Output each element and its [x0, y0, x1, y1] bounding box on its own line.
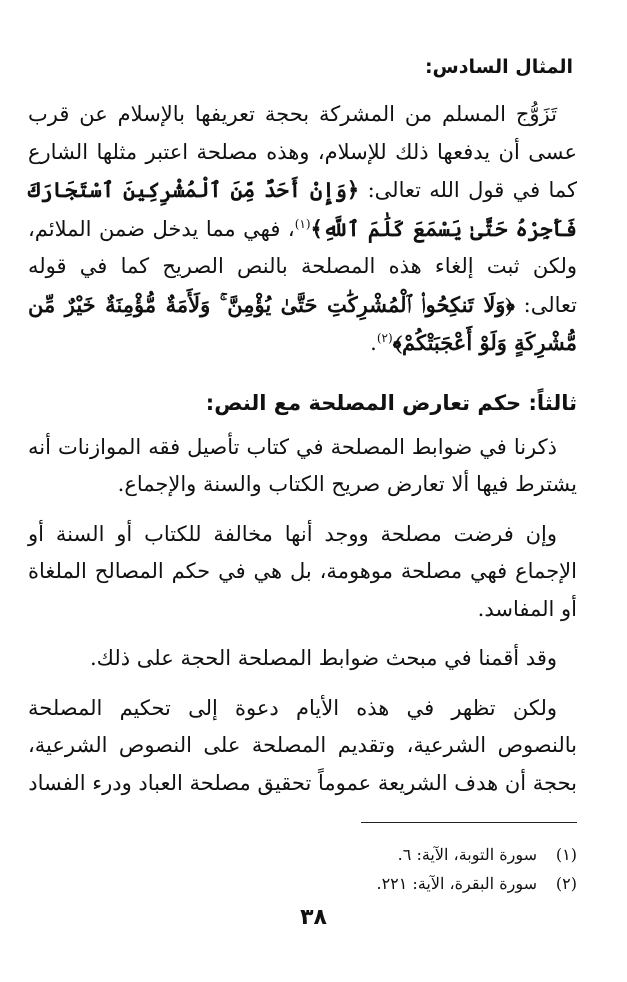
example-text-b: ، فهي مما يدخل ضمن الملائم، ولكن ثبت إلغاء هذه المصلحة بالنص الصريح كما في قوله تعالى: — [28, 216, 577, 317]
footnotes — [28, 840, 577, 898]
footnote-1 — [28, 840, 577, 869]
section-text-3: وقد أقمنا في مبحث ضوابط المصلحة الحجة على ذلك. — [89, 646, 557, 670]
footnote-text: سورة البقرة، الآية: ٢٢١. — [376, 874, 537, 893]
quran-verse-1: ﴿وَإِنْ أَحَدٌ مِّنَ ٱلْمُشْرِكِينَ ٱسْتَجَارَكَ فَأَجِرْهُ حَتَّىٰ يَسْمَعَ كَلَٰمَ ٱللَّهِ﴾ — [28, 177, 577, 241]
footnote-number: (٢) — [555, 874, 577, 893]
section-paragraph-1 — [28, 429, 577, 504]
section-paragraph-4 — [28, 690, 577, 803]
section-paragraph-3 — [28, 640, 577, 678]
footnote-ref-1[interactable]: (١) — [294, 216, 311, 231]
example-text-end: . — [370, 331, 377, 355]
quran-verse-2: ﴿وَلَا تَنكِحُوا۟ ٱلْمُشْرِكَٰتِ حَتَّىٰ يُؤْمِنَّ ۚ وَلَأَمَةٌ مُّؤْمِنَةٌ خَيْرٌ مِّن مُّشْرِكَةٍ وَلَوْ أَعْجَبَتْكُمْ﴾ — [28, 291, 577, 355]
page-number: ٣٨ — [300, 905, 327, 930]
example-text-a: تَزَوُّج المسلم من المشركة بحجة تعريفها بالإسلام عن قرب عسى أن يدفعها ذلك للإسلام، وهذه مصلحة اعتبر مثلها الشارع كما في قول الله تعالى: — [28, 102, 577, 202]
footnote-2 — [28, 869, 577, 898]
section-heading: ثالثاً: حكم تعارض المصلحة مع النص: — [205, 390, 577, 415]
footnote-text: سورة التوبة، الآية: ٦. — [397, 845, 537, 864]
example-heading: المثال السادس: — [424, 56, 573, 78]
section-text-4: ولكن تظهر في هذه الأيام دعوة إلى تحكيم المصلحة بالنصوص الشرعية، وتقديم المصلحة على النصوص الشرعية، بحجة أن هدف الشريعة عموماً تحقيق مصلحة العباد ودرء الفساد — [28, 695, 577, 795]
footnote-number: (١) — [555, 845, 577, 864]
section-paragraph-2 — [28, 516, 577, 629]
example-paragraph — [28, 96, 577, 363]
section-text-1: ذكرنا في ضوابط المصلحة في كتاب تأصيل فقه الموازنات أنه يشترط فيها ألا تعارض صريح الكتاب والسنة والإجماع. — [28, 434, 577, 496]
footnote-divider — [361, 822, 577, 823]
footnote-ref-2[interactable]: (٢) — [376, 331, 393, 345]
section-text-2: وإن فرضت مصلحة ووجد أنها مخالفة للكتاب أو السنة أو الإجماع فهي مصلحة موهومة، بل هي في حكم المصالح الملغاة أو المفاسد. — [28, 521, 577, 621]
